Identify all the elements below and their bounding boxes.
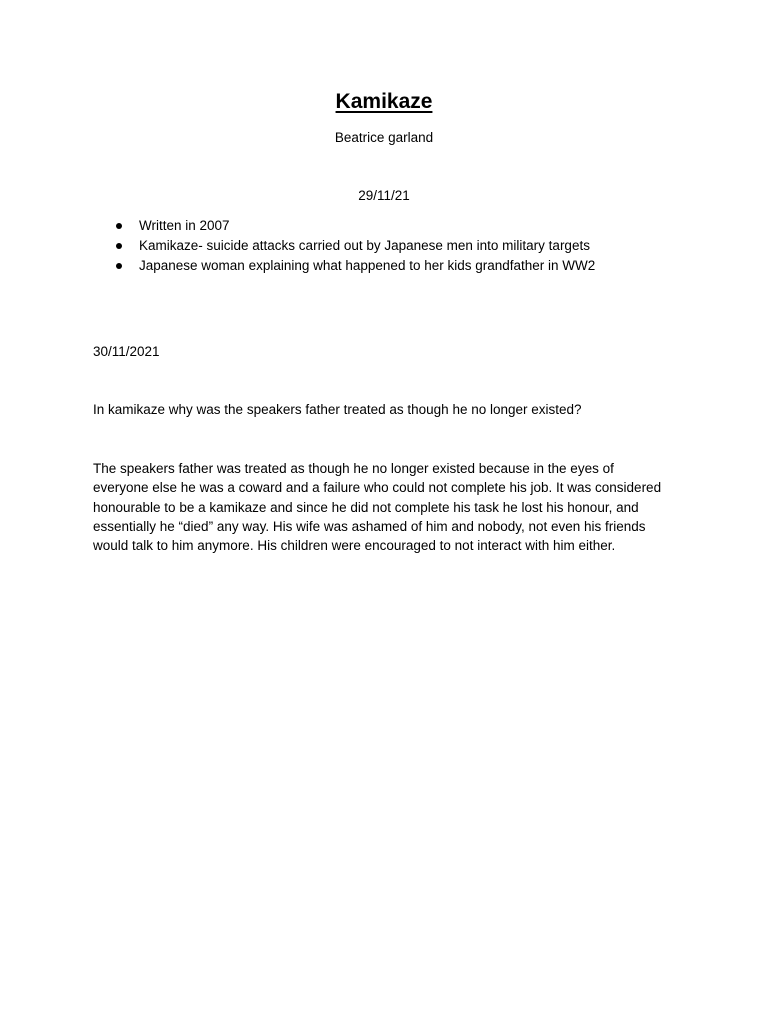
bullet-item — [112, 256, 595, 276]
bullet-text: Kamikaze- suicide attacks carried out by Japanese men into military targets — [139, 238, 590, 253]
document-title: Kamikaze — [335, 90, 433, 113]
bullet-item — [112, 236, 595, 256]
answer-paragraph: The speakers father was treated as though he no longer existed because in the eyes of everyone else he was a coward and a failure who could not complete his job. It was considered honourable to be a kamikaze and since he did not complete his task he lost his honour, and essentially he “died” any way. His wife was ashamed of him and nobody, not even his friends would talk to him anymore. His children were encouraged to not interact with him either. — [93, 461, 662, 554]
date-heading-2: 30/11/2021 — [93, 344, 160, 359]
date-heading-1: 29/11/21 — [358, 188, 410, 203]
document-author: Beatrice garland — [334, 130, 434, 145]
bullet-text: Written in 2007 — [139, 218, 230, 233]
bullet-text: Japanese woman explaining what happened to her kids grandfather in WW2 — [139, 258, 596, 273]
bullet-icon — [116, 263, 122, 269]
question-text: In kamikaze why was the speakers father treated as though he no longer existed? — [93, 402, 582, 417]
bullet-icon — [116, 243, 122, 249]
bullet-list — [112, 216, 595, 276]
bullet-item — [112, 216, 595, 236]
bullet-icon — [116, 223, 122, 229]
